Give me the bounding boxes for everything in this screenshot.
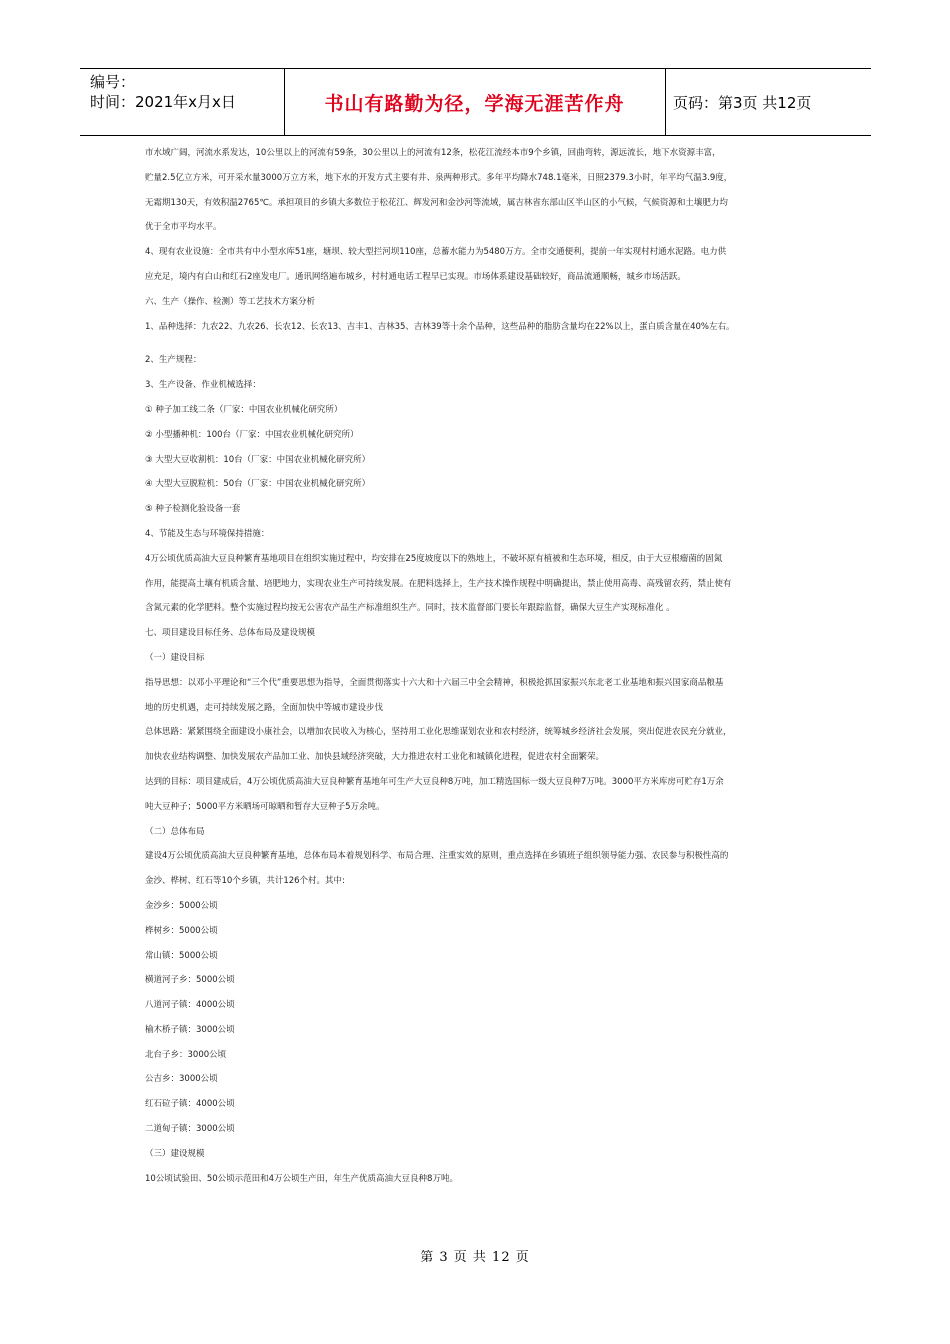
body-text-line: 4万公顷优质高油大豆良种繁育基地项目在组织实施过程中，均安排在25度坡度以下的熟地上，不破坏原有植被和生态环境，相反，由于大豆根瘤菌的固氮: [145, 553, 723, 564]
body-text-line: 常山镇：5000公顷: [145, 950, 218, 961]
header-meta: [90, 72, 236, 112]
body-text-line: 七、项目建设目标任务、总体布局及建设规模: [145, 628, 316, 639]
page-footer: 第 3 页 共 12 页: [420, 1250, 530, 1265]
body-text-line: 作用，能提高土壤有机质含量、培肥地力，实现农业生产可持续发展。在肥料选择上，生产技术操作规程中明确提出，禁止使用高毒、高残留农药，禁止使有: [145, 578, 732, 589]
document-time-label: 时间：2021年x月x日: [90, 93, 236, 111]
body-text-line: （三）建设规模: [145, 1148, 205, 1159]
body-text-line: 4、现有农业设施：全市共有中小型水库51座，塘坝、较大型拦河坝110座，总蓄水能力为5480万方。全市交通便利，提前一年实现村村通水泥路。电力供: [145, 247, 727, 258]
body-text-line: ④ 大型大豆脱粒机：50台（厂家：中国农业机械化研究所）: [145, 479, 371, 490]
body-text-line: 地的历史机遇，走可持续发展之路，全面加快中等城市建设步伐: [145, 702, 384, 713]
document-body: [145, 149, 825, 1199]
body-text-line: 指导思想：以邓小平理论和“三个代”重要思想为指导，全面贯彻落实十六大和十六届三中全会精神，积极抢抓国家振兴东北老工业基地和振兴国家商品粮基: [145, 677, 724, 688]
body-text-line: （二）总体布局: [145, 826, 205, 837]
body-text-line: 建设4万公顷优质高油大豆良种繁育基地，总体布局本着规划科学、布局合理、注重实效的原则，重点选择在乡镇班子组织领导能力强、农民参与积极性高的: [145, 851, 729, 862]
body-text-line: 二道甸子镇：3000公顷: [145, 1124, 235, 1135]
body-text-line: 总体思路：紧紧围绕全面建设小康社会，以增加农民收入为核心，坚持用工业化思维谋划农业和农村经济，统筹城乡经济社会发展，突出促进农民充分就业，: [145, 727, 732, 738]
body-text-line: 4、节能及生态与环境保持措施：: [145, 528, 270, 539]
body-text-line: 吨大豆种子；5000平方米晒场可晾晒和暂存大豆种子5万余吨。: [145, 801, 385, 812]
header-page-info: 页码：第3页 共12页: [673, 93, 812, 112]
body-text-line: 八道河子镇：4000公顷: [145, 1000, 235, 1011]
body-text-line: ① 种子加工线二条（厂家：中国农业机械化研究所）: [145, 404, 343, 415]
body-text-line: 桦树乡：5000公顷: [145, 925, 218, 936]
body-text-line: 1、品种选择：九农22、九农26、长农12、长农13、吉丰1、吉林35、吉林39等十余个品种，这些品种的脂肪含量均在22%以上，蛋白质含量在40%左右。: [145, 321, 735, 332]
body-text-line: ⑤ 种子检测化验设备一套: [145, 504, 241, 515]
body-text-line: 北台子乡：3000公顷: [145, 1049, 227, 1060]
body-text-line: 市水域广阔，河流水系发达，10公里以上的河流有59条，30公里以上的河流有12条，松花江流经本市9个乡镇，回曲弯转，源远流长，地下水资源丰富，: [145, 148, 721, 158]
document-number-label: 编号：: [90, 73, 136, 91]
body-text-line: 应充足，境内有白山和红石2座发电厂。通讯网络遍布城乡，村村通电话工程早已实现。市场体系建设基础较好，商品流通顺畅，城乡市场活跃。: [145, 271, 686, 282]
body-text-line: 2、生产规程：: [145, 355, 202, 366]
body-text-line: 金沙乡：5000公顷: [145, 900, 218, 911]
body-text-line: 公吉乡：3000公顷: [145, 1074, 218, 1085]
body-text-line: 横道河子乡：5000公顷: [145, 975, 235, 986]
body-text-line: [145, 347, 825, 356]
body-text-line: 六、生产（操作、检测）等工艺技术方案分析: [145, 296, 316, 307]
body-text-line: 加快农业结构调整、加快发展农产品加工业、加快县域经济突破，大力推进农村工业化和城镇化进程，促进农村全面繁荣。: [145, 752, 605, 763]
header-motto: 书山有路勤为径，学海无涯苦作舟: [324, 92, 625, 115]
body-text-line: ③ 大型大豆收割机：10台（厂家：中国农业机械化研究所）: [145, 454, 371, 465]
body-text-line: 金沙、桦树、红石等10个乡镇，共计126个村。其中:: [145, 876, 345, 887]
body-text-line: 优于全市平均水平。: [145, 222, 222, 233]
body-text-line: 含氮元素的化学肥料。整个实施过程均按无公害农产品生产标准组织生产。同时，技术监督部门要长年跟踪监督，确保大豆生产实现标准化 。: [145, 603, 675, 614]
body-text-line: 达到的目标：项目建成后，4万公顷优质高油大豆良种繁育基地年可生产大豆良种8万吨，加工精选国标一级大豆良种7万吨。3000平方米库房可贮存1万余: [145, 776, 724, 787]
body-text-line: 10公顷试验田、50公顷示范田和4万公顷生产田，年生产优质高油大豆良种8万吨。: [145, 1173, 458, 1184]
body-text-line: 无霜期130天，有效积温2765℃。承担项目的乡镇大多数位于松花江、辉发河和金沙河等流域，属吉林省东部山区半山区的小气候，气候资源和土壤肥力均: [145, 197, 728, 208]
body-text-line: 榆木桥子镇：3000公顷: [145, 1024, 235, 1035]
body-text-line: 红石砬子镇：4000公顷: [145, 1099, 235, 1110]
page-header: [80, 68, 871, 136]
body-text-line: ② 小型播种机：100台（厂家：中国农业机械化研究所）: [145, 429, 359, 440]
body-text-line: 3、生产设备、作业机械选择：: [145, 380, 261, 391]
body-text-line: 贮量2.5亿立方米，可开采水量3000万立方米，地下水的开发方式主要有井、泉两种形式。多年平均降水748.1毫米，日照2379.3小时，年平均气温3.9度，: [145, 172, 733, 183]
body-text-line: （一）建设目标: [145, 652, 205, 663]
